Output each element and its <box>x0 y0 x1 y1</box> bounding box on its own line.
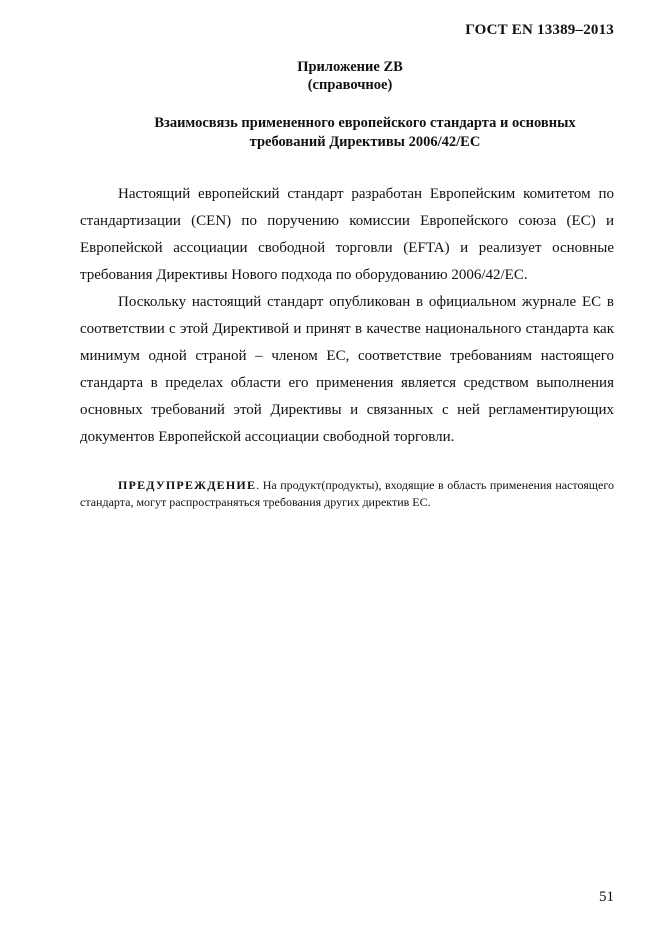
document-code: ГОСТ EN 13389–2013 <box>465 22 614 38</box>
annex-subtitle: (справочное) <box>307 77 393 93</box>
warning-label: ПРЕДУПРЕЖДЕНИЕ <box>118 478 257 492</box>
annex-title: Приложение ZB <box>297 59 403 75</box>
section-title: Взаимосвязь примененного европейского стандарта и основных требований Директивы 2006/42/ЕС <box>154 115 576 150</box>
annex-heading <box>0 58 661 94</box>
warning-note <box>80 477 614 511</box>
paragraph-1: Настоящий европейский стандарт разработан Европейским комитетом по стандартизации (CEN) по поручению комиссии Европейского союза (ЕС) и Европейской ассоциации свободной торговли (EFTA) и реализует основные требования Директивы Нового подхода по оборудованию 2006/42/ЕС. <box>80 186 614 283</box>
paragraph-2: Поскольку настоящий стандарт опубликован в официальном журнале ЕС в соответствии с этой Директивой и принят в качестве национального стандарта как минимум одной страной – членом ЕС, соответствие требованиям настоящего стандарта в пределах области его применения является средством выполнения основных требований этой Директивы и связанных с ней регламентирующих документов Европейской ассоциации свободной торговли. <box>80 294 614 445</box>
page-number: 51 <box>599 889 614 905</box>
warning-text: . На продукт(продукты), входящие в область применения настоящего стандарта, могут распространяться требования других директив ЕС. <box>80 478 614 509</box>
